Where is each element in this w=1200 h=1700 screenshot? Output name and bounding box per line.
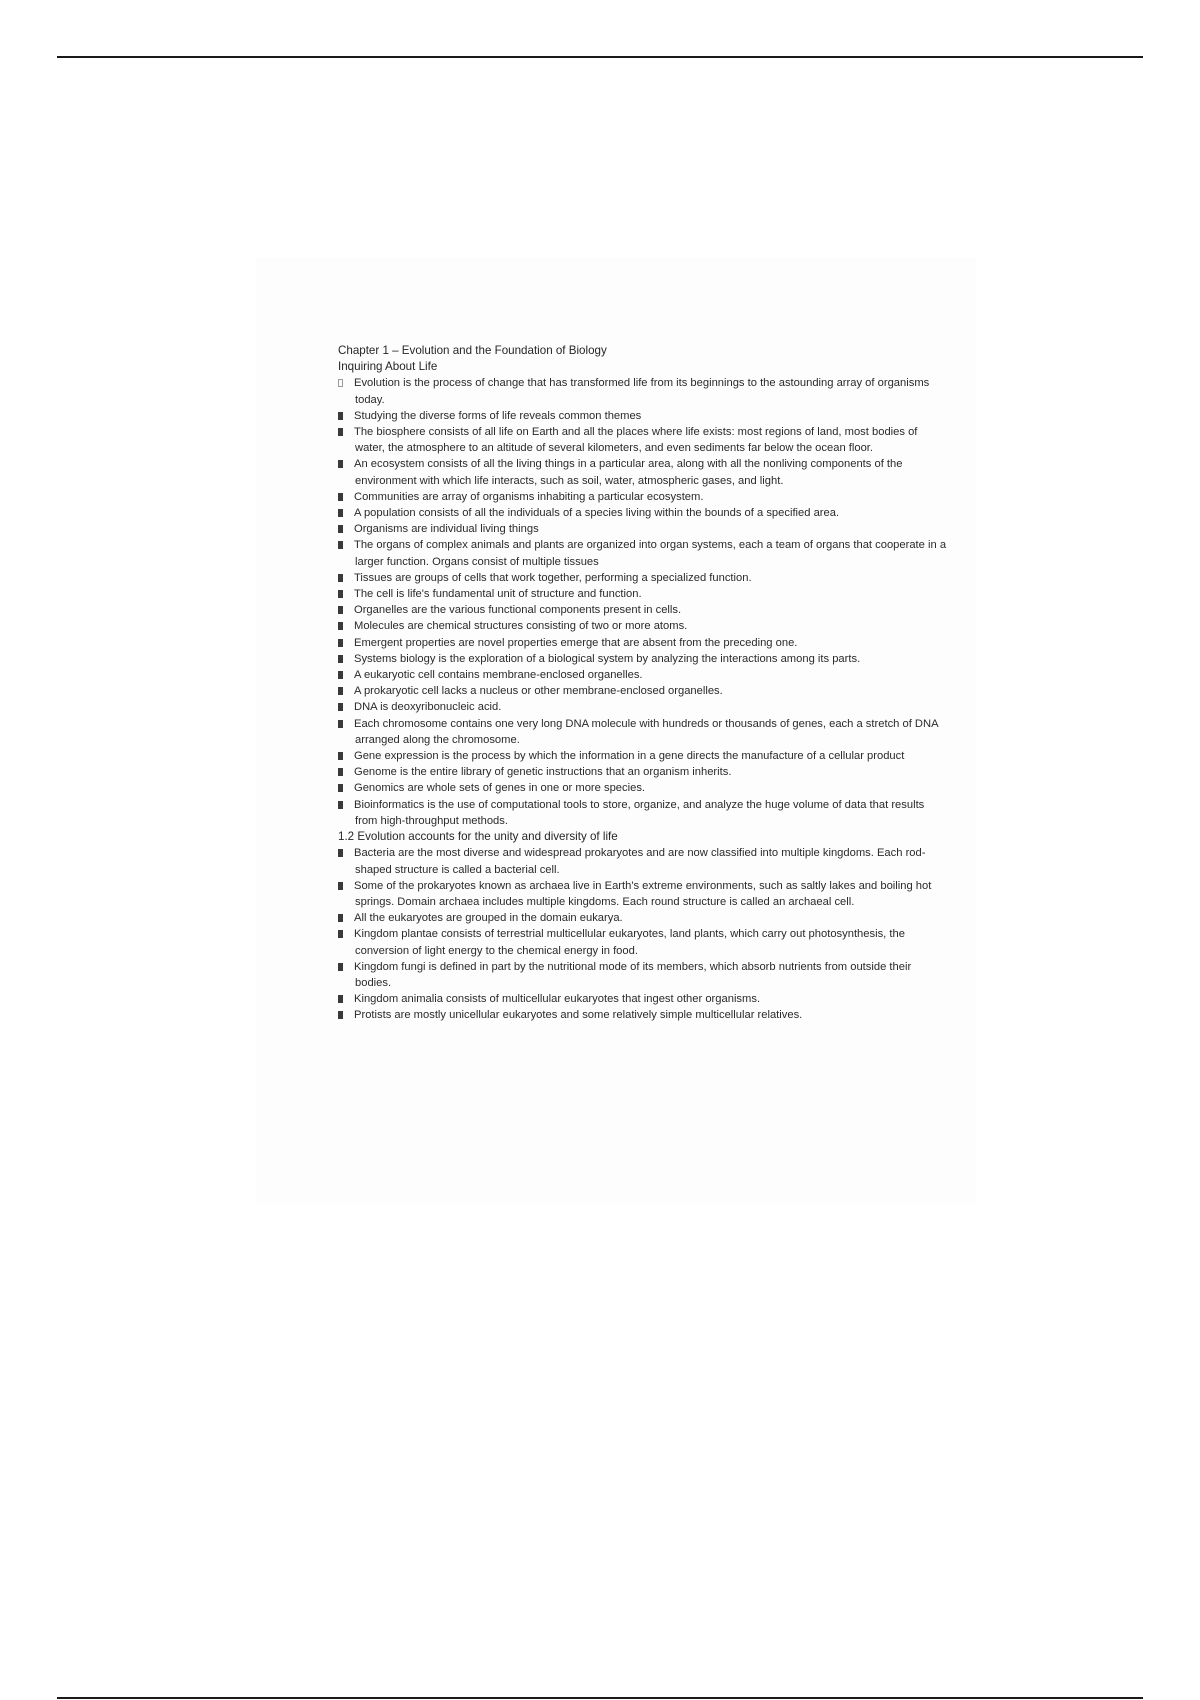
list-item: Genome is the entire library of genetic instructions that an organism inherits. [338, 764, 948, 780]
bullet-icon [338, 525, 343, 533]
bullet-icon [338, 639, 343, 647]
list-item: Bioinformatics is the use of computational tools to store, organize, and analyze the huge volume of data that results from high-throughput methods. [338, 797, 948, 829]
bottom-page-rule [57, 1697, 1143, 1699]
list-item: Organisms are individual living things [338, 521, 948, 537]
bullet-icon [338, 541, 343, 549]
list-item: The organs of complex animals and plants are organized into organ systems, each a team of organs that cooperate in a larger function. Organs consist of multiple tissues [338, 537, 948, 569]
bullet-list-section-2 [338, 845, 948, 1023]
list-item: The cell is life's fundamental unit of structure and function. [338, 586, 948, 602]
list-item: Communities are array of organisms inhabiting a particular ecosystem. [338, 489, 948, 505]
list-item: All the eukaryotes are grouped in the domain eukarya. [338, 910, 948, 926]
bullet-icon [338, 606, 343, 614]
section-title-inquiring: Inquiring About Life [338, 360, 438, 374]
bullet-icon [338, 460, 343, 468]
bullet-icon [338, 1011, 343, 1019]
bullet-icon [338, 930, 343, 938]
bullet-icon [338, 882, 343, 890]
bullet-icon [338, 509, 343, 517]
list-item: Genomics are whole sets of genes in one or more species. [338, 780, 948, 796]
list-item: A prokaryotic cell lacks a nucleus or other membrane-enclosed organelles. [338, 683, 948, 699]
list-item: Some of the prokaryotes known as archaea live in Earth's extreme environments, such as saltly lakes and boiling hot springs. Domain archaea includes multiple kingdoms. Each round structure is called an archaeal cell. [338, 878, 948, 910]
list-item: Kingdom animalia consists of multicellular eukaryotes that ingest other organisms. [338, 991, 948, 1007]
bullet-icon [338, 687, 343, 695]
list-item: Each chromosome contains one very long DNA molecule with hundreds or thousands of genes, each a stretch of DNA arranged along the chromosome. [338, 716, 948, 748]
list-item: Tissues are groups of cells that work together, performing a specialized function. [338, 570, 948, 586]
list-item: Emergent properties are novel properties emerge that are absent from the preceding one. [338, 635, 948, 651]
bullet-icon [338, 995, 343, 1003]
bullet-icon [338, 914, 343, 922]
list-item: Evolution is the process of change that has transformed life from its beginnings to the astounding array of organisms today. [338, 375, 948, 407]
bullet-icon [338, 849, 343, 857]
list-item: The biosphere consists of all life on Earth and all the places where life exists: most regions of land, most bodies of water, the atmosphere to an altitude of several kilometers, and even sediments far below the ocean floor. [338, 424, 948, 456]
bullet-icon [338, 752, 343, 760]
bullet-icon [338, 768, 343, 776]
document-body [338, 343, 948, 1024]
bullet-icon [338, 963, 343, 971]
list-item: Kingdom plantae consists of terrestrial multicellular eukaryotes, land plants, which carry out photosynthesis, the conversion of light energy to the chemical energy in food. [338, 926, 948, 958]
bullet-icon [338, 720, 343, 728]
bullet-icon [338, 574, 343, 582]
list-item: Molecules are chemical structures consisting of two or more atoms. [338, 618, 948, 634]
bullet-icon [338, 379, 343, 387]
bullet-icon [338, 493, 343, 501]
bullet-icon [338, 428, 343, 436]
bullet-icon [338, 801, 343, 809]
chapter-title: Chapter 1 – Evolution and the Foundation of Biology [338, 344, 607, 357]
list-item: Kingdom fungi is defined in part by the nutritional mode of its members, which absorb nutrients from outside their bodies. [338, 959, 948, 991]
list-item: Organelles are the various functional components present in cells. [338, 602, 948, 618]
list-item: Bacteria are the most diverse and widespread prokaryotes and are now classified into multiple kingdoms. Each rod-shaped structure is called a bacterial cell. [338, 845, 948, 877]
list-item: Systems biology is the exploration of a biological system by analyzing the interactions among its parts. [338, 651, 948, 667]
bullet-icon [338, 590, 343, 598]
list-item: A population consists of all the individuals of a species living within the bounds of a specified area. [338, 505, 948, 521]
bullet-icon [338, 703, 343, 711]
list-item: Studying the diverse forms of life reveals common themes [338, 408, 948, 424]
bullet-icon [338, 412, 343, 420]
top-page-rule [57, 56, 1143, 58]
list-item: DNA is deoxyribonucleic acid. [338, 699, 948, 715]
bullet-icon [338, 622, 343, 630]
list-item: A eukaryotic cell contains membrane-enclosed organelles. [338, 667, 948, 683]
list-item: Protists are mostly unicellular eukaryotes and some relatively simple multicellular relatives. [338, 1007, 948, 1023]
list-item: An ecosystem consists of all the living things in a particular area, along with all the nonliving components of the environment with which life interacts, such as soil, water, atmospheric gases, and light. [338, 456, 948, 488]
list-item: Gene expression is the process by which the information in a gene directs the manufacture of a cellular product [338, 748, 948, 764]
bullet-icon [338, 784, 343, 792]
bullet-icon [338, 671, 343, 679]
bullet-list-section-1 [338, 375, 948, 829]
bullet-icon [338, 655, 343, 663]
section-title-evolution: 1.2 Evolution accounts for the unity and diversity of life [338, 830, 618, 844]
